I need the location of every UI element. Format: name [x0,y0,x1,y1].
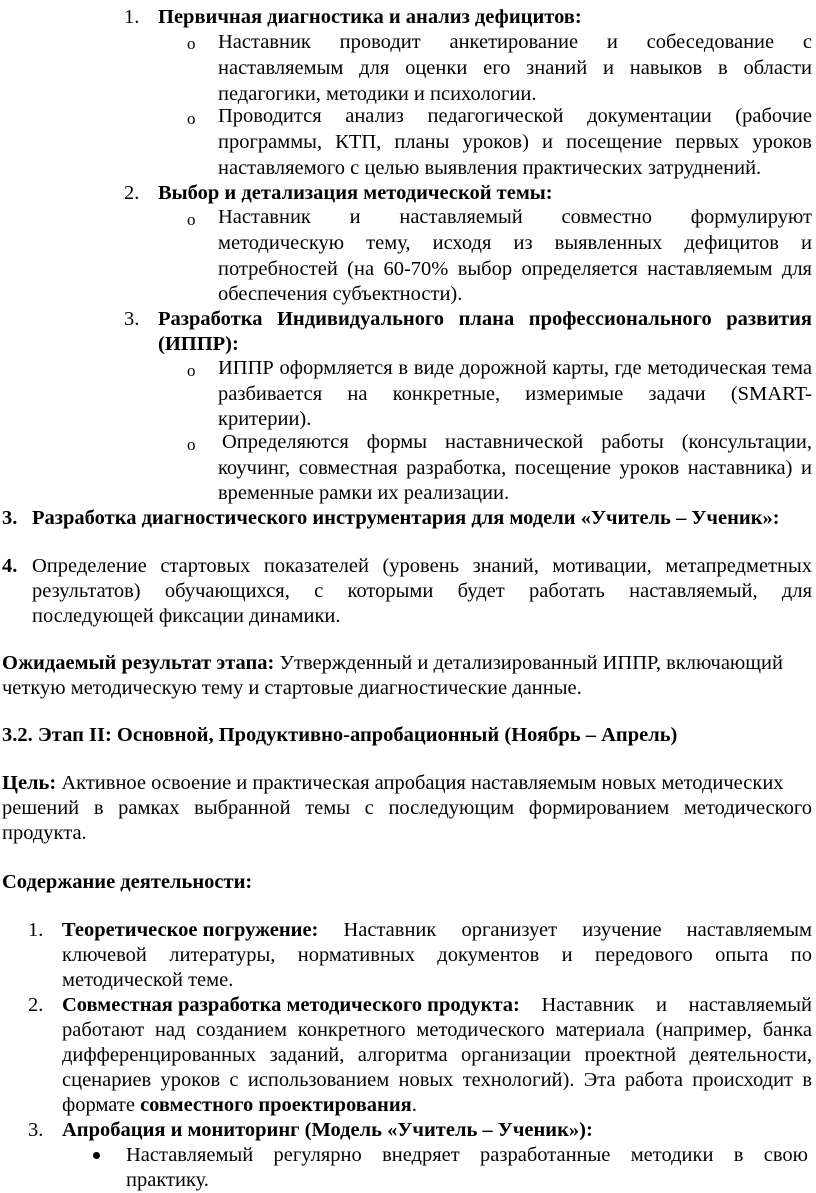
section-title: Выбор и детализация методической темы: [158,182,553,204]
content-heading: Содержание деятельности: [2,871,253,893]
list-number: 1. [124,6,140,28]
paragraph-line: программы, КТП, планы уроков) и посещение первых уроков [218,131,812,153]
text-run: . [411,1094,417,1116]
list-number: 1. [28,919,44,941]
paragraph-line: разбивается на конкретные, измеримые задачи (SMART- [218,383,812,405]
paragraph-line: наставляемым для оценки его знаний и навыков в области [218,57,812,79]
list-number: 3. [28,1119,44,1141]
section-title: Разработка Индивидуального плана профессионального развития [158,308,812,330]
paragraph-line: критерии). [218,408,312,430]
paragraph-line: методическую тему, исходя из выявленных дефицитов и [218,232,812,254]
expected-label: Ожидаемый результат этапа: [2,652,275,674]
paragraph-line: Наставляемый регулярно внедряет разработанные методики в свою [126,1144,808,1166]
section-title: Первичная диагностика и анализ дефицитов: [158,6,582,28]
paragraph-line: Проводится анализ педагогической документации (рабочие [218,105,812,127]
item-title: Совместная разработка методического продукта: [62,994,520,1016]
list-number: 4. [2,555,18,577]
paragraph-line: сценариев уроков с использованием новых технологий). Эта работа происходит в [62,1069,812,1091]
paragraph-line: педагогики, методики и психологии. [218,83,537,105]
goal-line [2,770,784,796]
text-run: формате [62,1094,141,1116]
text-run-bold: совместного проектирования [140,1094,412,1116]
paragraph-line: продукта. [2,822,87,844]
paragraph-line: Активное освоение и практическая апробация наставляемым новых методических [56,772,784,794]
paragraph-line: результатов) обучающихся, с которыми будет работать наставляемый, для [32,580,812,602]
bullet-icon: o [187,361,196,380]
paragraph-line: Наставник организует изучение наставляемым [318,919,812,941]
paragraph-line: практику. [126,1169,209,1191]
paragraph-line: потребностей (на 60-70% выбор определяется наставляемым для [218,258,812,280]
paragraph-line: Определяются формы наставнической работы (консультации, [222,431,812,453]
section-title: (ИППР): [158,333,239,355]
paragraph-line: Наставник проводит анкетирование и собеседование с [218,31,812,53]
paragraph-line: последующей фиксации динамики. [32,605,341,627]
paragraph-line: дифференцированных заданий, алгоритма организации проектной деятельности, [62,1044,812,1066]
list-number: 2. [28,994,44,1016]
list-number: 3. [124,308,140,330]
paragraph-line: обеспечения субъектности). [218,283,463,305]
paragraph-line: Утвержденный и детализированный ИППР, включающий [274,652,783,674]
stage-heading: 3.2. Этап II: Основной, Продуктивно-апробационный (Ноябрь – Апрель) [2,724,678,746]
paragraph-line: ИППР оформляется в виде дорожной карты, где методическая тема [218,357,812,379]
paragraph-line: наставляемого с целью выявления практических затруднений. [218,157,762,179]
goal-label: Цель: [2,772,57,794]
bullet-icon: o [187,34,196,53]
list-number: 2. [124,182,140,204]
item-first-line [62,992,812,1018]
paragraph-line: Определение стартовых показателей (уровень знаний, мотивации, метапредметных [32,555,812,577]
item-title: Теоретическое погружение: [62,919,319,941]
bullet-icon: o [187,210,196,229]
bullet-icon: o [187,109,196,128]
item-first-line [62,917,812,943]
paragraph-line: четкую методическую тему и стартовые диагностические данные. [2,677,582,699]
paragraph-line: работают над созданием конкретного методического материала (например, банка [62,1019,812,1041]
paragraph-line: коучинг, совместная разработка, посещение уроков наставника) и [218,457,812,479]
paragraph-line: решений в рамках выбранной темы с последующим формированием методического [2,797,812,819]
expected-result [2,650,812,676]
paragraph-line: Наставник и наставляемый [519,994,812,1016]
section-title: Разработка диагностического инструментария для модели «Учитель – Ученик»: [32,507,780,529]
item-title: Апробация и мониторинг (Модель «Учитель – Ученик»): [62,1119,593,1141]
paragraph-line: ключевой литературы, нормативных документов и передового опыта по [62,944,812,966]
list-number: 3. [2,507,18,529]
bullet-dot-icon [93,1152,100,1159]
bullet-icon: o [187,435,196,454]
paragraph-line [62,1092,417,1118]
paragraph-line: методической теме. [62,969,234,991]
paragraph-line: временные рамки их реализации. [218,482,510,504]
paragraph-line: Наставник и наставляемый совместно формулируют [218,206,812,228]
